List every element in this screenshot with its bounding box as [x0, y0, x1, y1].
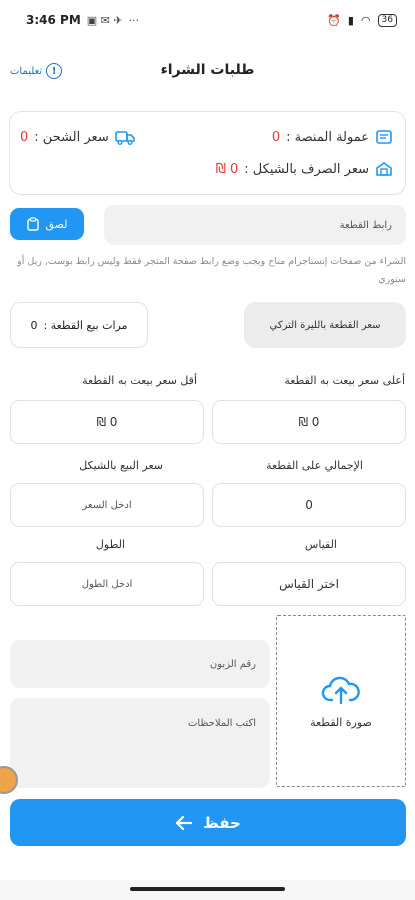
system-nav-bar	[0, 880, 415, 900]
battery-icon: 36	[378, 14, 397, 27]
help-label: تعليمات	[10, 65, 43, 77]
lira-price-button[interactable]: سعر القطعة بالليرة التركي	[244, 302, 406, 348]
sale-price-label: سعر البيع بالشيكل	[79, 459, 163, 472]
notification-icons: ▣ ✉ ✈	[86, 13, 123, 27]
shipping-price	[20, 128, 135, 146]
page-title: طلبات الشراء	[160, 62, 255, 78]
size-label: القياس	[304, 538, 337, 551]
highest-price-field: 0 ₪	[212, 400, 406, 444]
exchange-rate-value: 0 ₪	[215, 161, 239, 177]
instagram-hint: الشراء من صفحات إنستاجرام متاح ويجب وضع رابط صفحة المتجر فقط وليس رابط بوست, ريل أو ستوري	[17, 256, 406, 285]
times-sold-label: مرات بيع القطعة :	[43, 318, 128, 332]
status-time: 3:46 PM	[26, 13, 81, 27]
arrow-left-icon	[175, 816, 193, 830]
home-handle[interactable]	[130, 887, 285, 891]
exchange-rate	[216, 160, 393, 178]
status-left	[26, 13, 139, 27]
truck-icon	[115, 128, 135, 146]
customer-number-input[interactable]: رقم الزبون	[10, 640, 270, 688]
item-url-input[interactable]: رابط القطعة	[104, 205, 406, 245]
platform-commission-value: 0	[271, 129, 281, 145]
length-label: الطول	[95, 538, 125, 551]
platform-commission-label: عمولة المنصة :	[286, 129, 369, 145]
paste-button[interactable]	[10, 208, 84, 240]
paste-label: لصق	[45, 217, 68, 231]
total-label: الإجمالي على القطعة	[266, 459, 363, 472]
notes-input[interactable]: اكتب الملاحظات	[10, 698, 270, 788]
highest-price-label: أعلى سعر بيعت به القطعة	[284, 374, 405, 387]
alarm-icon: ⏰	[327, 13, 341, 27]
photo-label: صورة القطعة	[310, 715, 372, 729]
clipboard-icon	[26, 217, 40, 231]
length-input[interactable]: ادخل الطول	[10, 562, 204, 606]
size-select[interactable]: اختر القياس	[212, 562, 406, 606]
lowest-price-label: أقل سعر بيعت به القطعة	[82, 374, 197, 387]
save-button[interactable]	[10, 799, 406, 846]
summary-card	[9, 111, 406, 195]
status-right	[327, 14, 397, 27]
signal-icon: ▮	[347, 13, 354, 27]
save-label: حفظ	[203, 813, 241, 832]
shipping-price-label: سعر الشحن :	[34, 129, 109, 145]
wifi-icon: ◠	[360, 13, 371, 27]
more-dots: ···	[128, 13, 140, 27]
exchange-rate-label: سعر الصرف بالشيكل :	[244, 161, 369, 177]
receipt-icon	[375, 128, 393, 146]
sale-price-input[interactable]: ادخل السعر	[10, 483, 204, 527]
cloud-upload-icon	[321, 674, 361, 706]
platform-commission	[272, 128, 393, 146]
app-header	[0, 56, 415, 90]
item-photo-upload[interactable]	[276, 615, 406, 787]
help-link[interactable]	[10, 63, 62, 79]
shipping-price-value: 0	[20, 129, 29, 145]
exchange-icon	[375, 160, 393, 178]
total-field: 0	[212, 483, 406, 527]
times-sold-value: 0	[30, 318, 38, 332]
status-bar	[0, 0, 415, 40]
lowest-price-field: 0 ₪	[10, 400, 204, 444]
info-icon: !	[46, 63, 62, 79]
times-sold-box	[10, 302, 148, 348]
